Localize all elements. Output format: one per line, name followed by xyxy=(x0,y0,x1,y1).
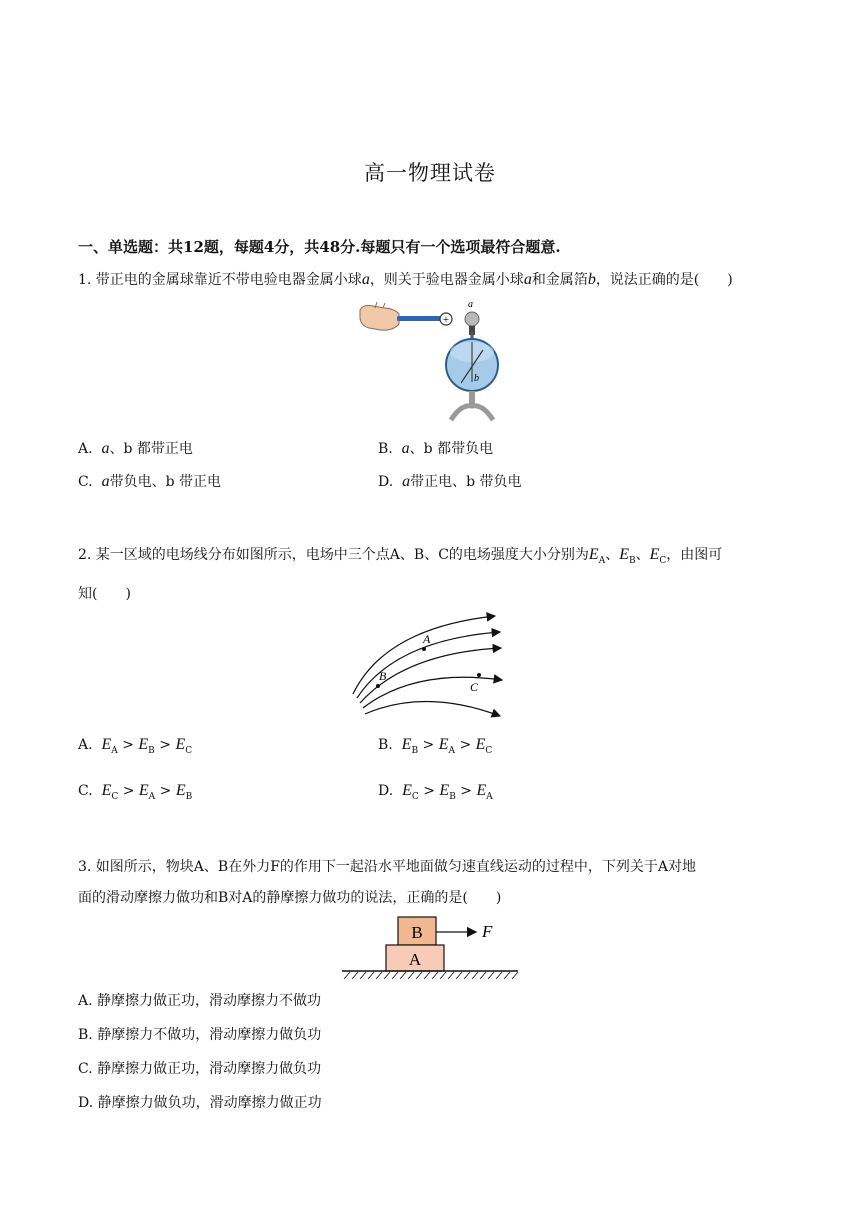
q3-stem-line2: 面的滑动摩擦力做功和B对A的静摩擦力做功的说法，正确的是( ) xyxy=(78,890,502,906)
blocks-figure xyxy=(338,915,523,983)
point-b xyxy=(376,684,380,688)
stand-base xyxy=(451,406,493,420)
point-a xyxy=(422,647,426,651)
plus-sign: + xyxy=(442,314,450,326)
q3-option-b[interactable]: B. 静摩擦力不做功，滑动摩擦力做负功 xyxy=(78,1027,322,1043)
field-lines-figure xyxy=(345,608,515,723)
q2-option-b[interactable]: B. $E_B > E_A > E_C$ xyxy=(378,736,493,756)
hand-icon xyxy=(360,306,399,331)
point-c xyxy=(477,673,481,677)
label-point-c: C xyxy=(470,680,479,694)
q3-option-d[interactable]: D. 静摩擦力做负功，滑动摩擦力做正功 xyxy=(78,1095,322,1111)
q1-option-d[interactable]: D. a带正电、b 带负电 xyxy=(378,473,522,490)
q1-option-b[interactable]: B. a、b 都带负电 xyxy=(378,440,494,457)
q1-option-a[interactable]: A. a、b 都带正电 xyxy=(78,440,193,457)
label-point-b: B xyxy=(379,669,387,683)
page-title: 高一物理试卷 xyxy=(364,161,496,185)
block-b-label: B xyxy=(411,923,423,942)
q2-option-d[interactable]: D. $E_C > E_B > E_A$ xyxy=(378,782,493,802)
metal-ball-a xyxy=(465,312,479,326)
insulating-rod xyxy=(397,316,443,321)
q3-stem-line1: 3. 如图所示，物块A、B在外力F的作用下一起沿水平地面做匀速直线运动的过程中，下列关于A对地 xyxy=(78,859,697,875)
q2-stem-line1: 2. 某一区域的电场线分布如图所示，电场中三个点A、B、C的电场强度大小分别为$E_A$、$E_B$、$E_C$，由图可 xyxy=(78,546,723,566)
ground-hatch xyxy=(344,972,518,979)
field-line-5 xyxy=(365,701,500,716)
q3-option-a[interactable]: A. 静摩擦力做正功，滑动摩擦力不做功 xyxy=(78,993,322,1009)
electroscope-figure xyxy=(355,298,525,428)
section-heading: 一、单选题：共12题，每题4分，共48分.每题只有一个选项最符合题意. xyxy=(78,238,561,256)
q1-stem: 1. 带正电的金属球靠近不带电验电器金属小球a，则关于验电器金属小球a和金属箔b，说法正确的是( ) xyxy=(78,271,733,288)
block-a-label: A xyxy=(408,950,422,969)
label-point-a: A xyxy=(423,632,431,646)
label-b: b xyxy=(474,373,479,384)
q2-option-c[interactable]: C. $E_C > E_A > E_B$ xyxy=(78,782,193,802)
q2-stem-line2: 知( ) xyxy=(78,586,131,602)
q2-option-a[interactable]: A. $E_A > E_B > E_C$ xyxy=(78,736,193,756)
q3-option-c[interactable]: C. 静摩擦力做正功，滑动摩擦力做负功 xyxy=(78,1061,322,1077)
force-label: F xyxy=(482,922,493,941)
label-a: a xyxy=(468,299,473,310)
q1-option-c[interactable]: C. a带负电、b 带正电 xyxy=(78,473,221,490)
